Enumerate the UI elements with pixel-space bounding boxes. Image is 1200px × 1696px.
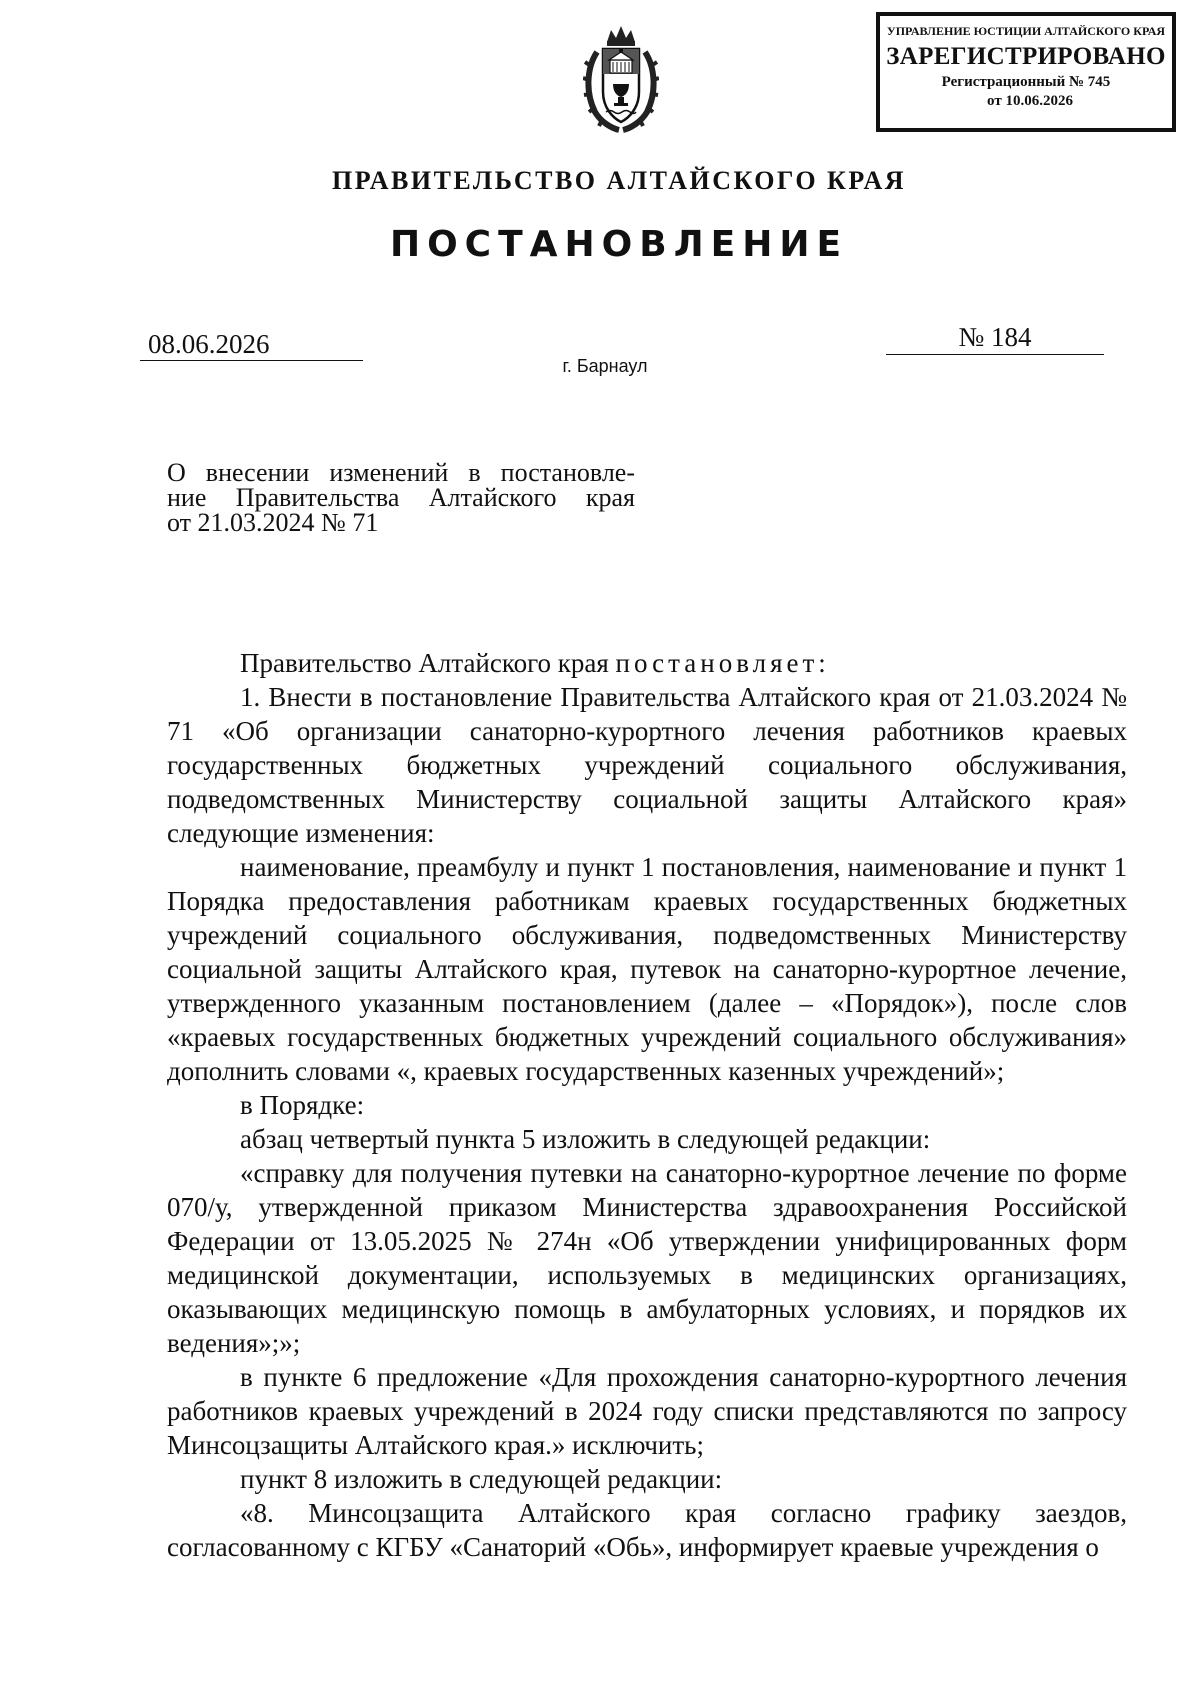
document-type-title: ПОСТАНОВЛЕНИЕ <box>389 224 849 265</box>
body-paragraph: 1. Внести в постановление Правительства Алтайского края от 21.03.2024 № 71 «Об организации санаторно-курортного лечения работников краевых государственных бюджетных учреждений социального обслуживания, подведомственных Министерству социальной защиты Алтайского края» следующие изменения: <box>167 682 1127 848</box>
city-name: г. Барнаул <box>562 356 648 376</box>
document-subject <box>167 460 635 535</box>
government-title: ПРАВИТЕЛЬСТВО АЛТАЙСКОГО КРАЯ <box>331 166 907 195</box>
body-paragraph: в пункте 6 предложение «Для прохождения санаторно-курортного лечения работников краевых учреждений в 2024 году списки представляются по запросу Минсоцзащиты Алтайского края.» исключить; <box>167 1362 1127 1460</box>
body-paragraph: наименование, преамбулу и пункт 1 постановления, наименование и пункт 1 Порядка предоставления работникам краевых государственных бюджетных учреждений социального обслуживания, подведомственных Министерству социальной защиты Алтайского края, путевок на санаторно-курортное лечение, утвержденного указанным постановлением (далее – «Порядок»), после слов «краевых государственных бюджетных учреждений социального обслуживания» дополнить словами «, краевых государственных казенных учреждений»; <box>167 852 1127 1086</box>
body-paragraph: абзац четвертый пункта 5 изложить в следующей редакции: <box>240 1124 931 1154</box>
stamp-reg-date: от 10.06.2026 <box>987 93 1073 109</box>
body-paragraph: «8. Минсоцзащита Алтайского края согласно графику заездов, согласованному с КГБУ «Санаторий «Обь», информирует краевые учреждения о <box>167 1498 1127 1562</box>
document-date: 08.06.2026 <box>140 328 363 361</box>
document-number: № 184 <box>886 320 1104 355</box>
stamp-reg-number: Регистрационный № 745 <box>941 74 1111 90</box>
coat-of-arms-emblem <box>583 22 659 134</box>
body-paragraph: в Порядке: <box>240 1090 365 1120</box>
stamp-org: УПРАВЛЕНИЕ ЮСТИЦИИ АЛТАЙСКОГО КРАЯ <box>886 24 1166 38</box>
preamble <box>167 646 1127 680</box>
subject-line: ние Правительства Алтайского края <box>167 483 635 512</box>
document-body <box>167 646 1127 1564</box>
registration-stamp <box>876 12 1176 132</box>
subject-line: О внесении изменений в постановле- <box>167 458 635 487</box>
preamble-lead: Правительство Алтайского края <box>240 648 616 678</box>
subject-line: от 21.03.2024 № 71 <box>167 508 379 537</box>
body-paragraph: «справку для получения путевки на санаторно-курортное лечение по форме 070/у, утвержденной приказом Министерства здравоохранения Российской Федерации от 13.05.2025 № 274н «Об утверждении унифицированных форм медицинской документации, используемых в медицинских организациях, оказывающих медицинскую помощь в амбулаторных условиях, и порядков их ведения»;»; <box>167 1158 1127 1358</box>
preamble-verb: постановляет: <box>615 648 830 678</box>
stamp-status: ЗАРЕГИСТРИРОВАНО <box>886 43 1166 70</box>
body-paragraph: пункт 8 изложить в следующей редакции: <box>240 1464 723 1494</box>
